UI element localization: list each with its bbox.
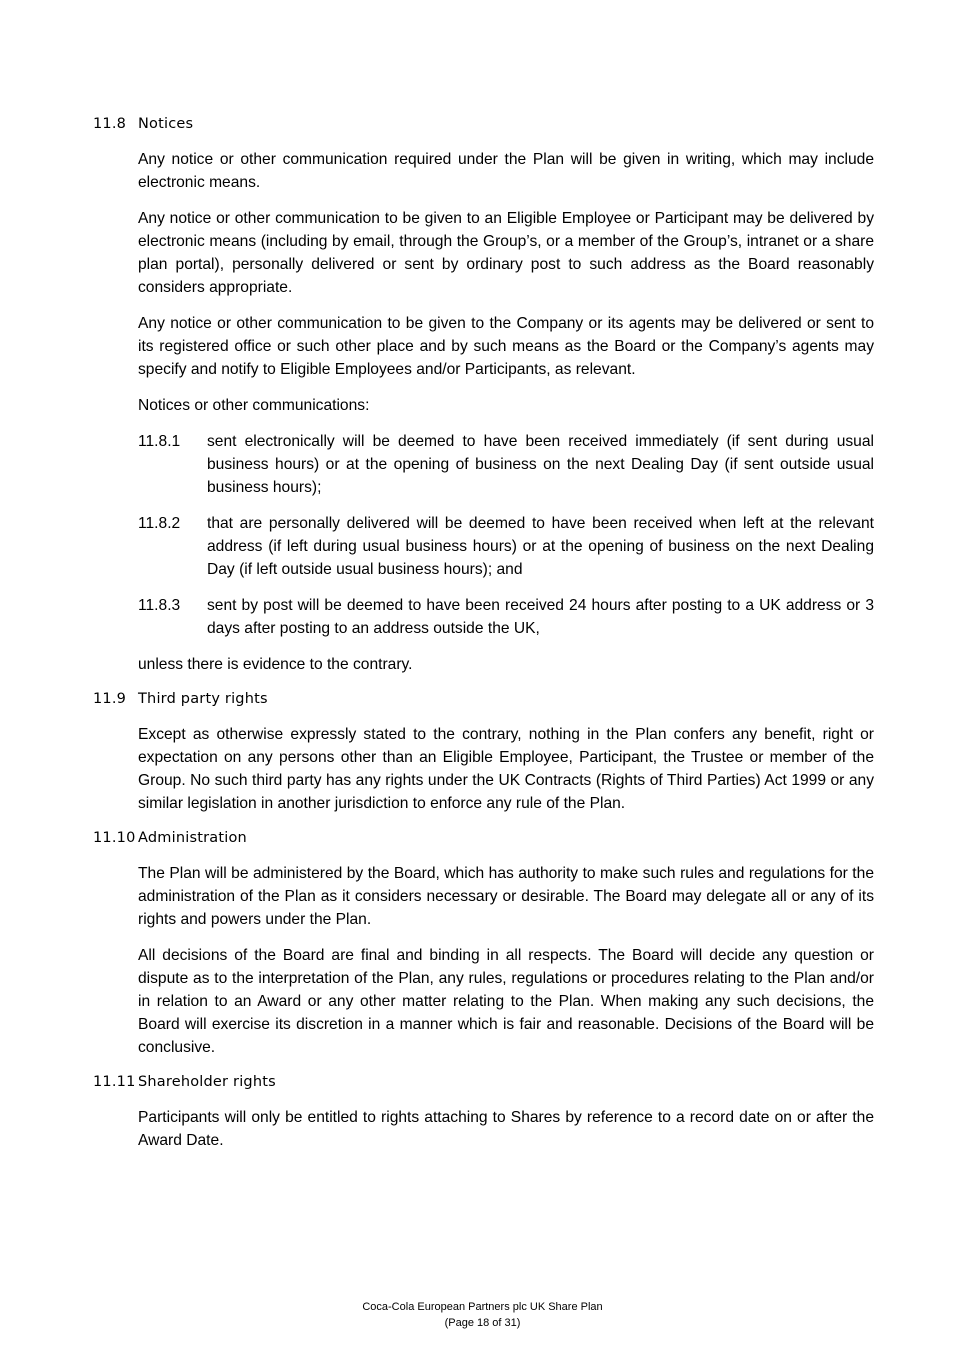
subclause-text: sent electronically will be deemed to have been received immediately (if sent during usual business hours) or at the opening of business on the next Dealing Day (if sent outside usual business hours); (207, 433, 874, 496)
section-heading-administration (93, 828, 874, 848)
paragraph: Participants will only be entitled to rights attaching to Shares by reference to a record date on or after the Award Date. (138, 1109, 874, 1149)
footer-plan-name: Coca-Cola European Partners plc UK Share Plan (362, 1301, 603, 1313)
section-heading-third-party-rights (93, 689, 874, 709)
page-footer (0, 1299, 965, 1331)
section-heading-notices (93, 114, 874, 134)
section-heading-shareholder-rights (93, 1072, 874, 1092)
section-number: 11.10 (93, 830, 136, 846)
subclause-11-8-1 (138, 430, 874, 499)
subclause-number: 11.8.2 (138, 515, 181, 532)
paragraph: Notices or other communications: (138, 397, 370, 414)
section-number: 11.9 (93, 691, 127, 707)
subclause-number: 11.8.1 (138, 433, 181, 450)
subclause-11-8-2 (138, 512, 874, 581)
subclause-text: sent by post will be deemed to have been received 24 hours after posting to a UK address or 3 days after posting to an address outside the UK, (207, 597, 874, 637)
section-title: Administration (138, 830, 247, 846)
paragraph: Any notice or other communication required under the Plan will be given in writing, which may include electronic means. (138, 151, 874, 191)
section-title: Notices (138, 116, 194, 132)
paragraph: Any notice or other communication to be given to an Eligible Employee or Participant may be delivered by electronic means (including by email, through the Group’s, or a member of the Group’s, intranet or a share plan portal), personally delivered or sent by ordinary post to such address as the Board reasonably considers appropriate. (138, 210, 874, 296)
section-title: Third party rights (138, 691, 268, 707)
subclause-text: that are personally delivered will be deemed to have been received when left at the relevant address (if left during usual business hours) or at the opening of business on the next Dealing Day (if left outside usual business hours); and (207, 515, 874, 578)
paragraph: All decisions of the Board are final and binding in all respects. The Board will decide any question or dispute as to the interpretation of the Plan, any rules, regulations or procedures relating to the Plan and/or in relation to an Award or any other matter relating to the Plan. When making any such decisions, the Board will exercise its discretion in a manner which is fair and reasonable. Decisions of the Board will be conclusive. (138, 947, 874, 1056)
paragraph: Any notice or other communication to be given to the Company or its agents may be delivered or sent to its registered office or such other place and by such means as the Board or the Company’s agents may specify and notify to Eligible Employees and/or Participants, as relevant. (138, 315, 874, 378)
footer-page-number: (Page 18 of 31) (444, 1317, 521, 1329)
subclause-number: 11.8.3 (138, 597, 181, 614)
section-number: 11.8 (93, 116, 127, 132)
section-number: 11.11 (93, 1074, 136, 1090)
section-title: Shareholder rights (138, 1074, 276, 1090)
paragraph: Except as otherwise expressly stated to the contrary, nothing in the Plan confers any benefit, right or expectation on any persons other than an Eligible Employee, Participant, the Trustee or member of the Group. No such third party has any rights under the UK Contracts (Rights of Third Parties) Act 1999 or any similar legislation in another jurisdiction to enforce any rule of the Plan. (138, 726, 874, 812)
subclause-11-8-3 (138, 594, 874, 640)
paragraph: The Plan will be administered by the Board, which has authority to make such rules and regulations for the administration of the Plan as it considers necessary or desirable. The Board may delegate all or any of its rights and powers under the Plan. (138, 865, 874, 928)
paragraph: unless there is evidence to the contrary. (138, 656, 413, 673)
document-body (93, 114, 874, 1165)
